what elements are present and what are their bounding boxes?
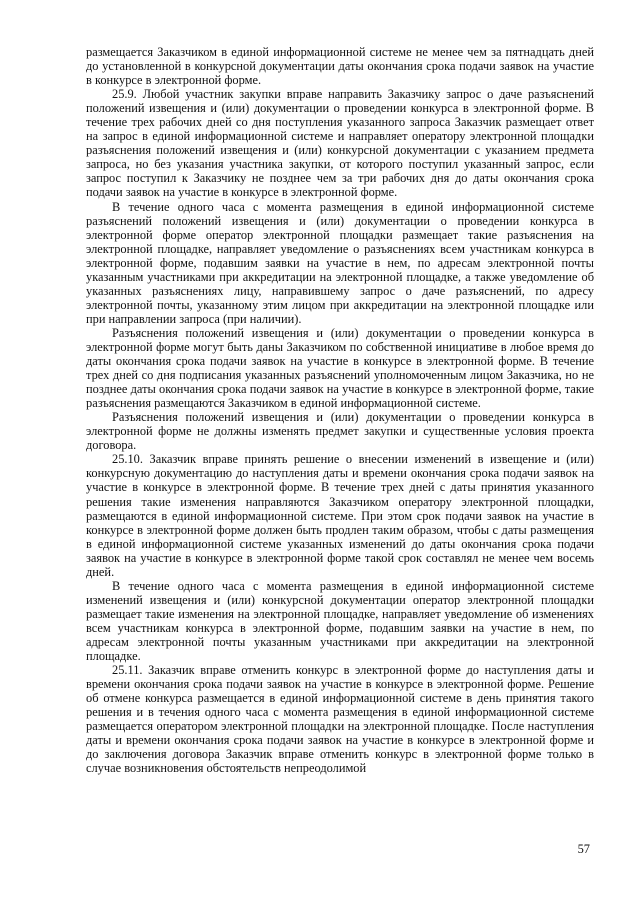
page-number: 57 [577, 842, 590, 856]
paragraph-clause-25-9: 25.9. Любой участник закупки вправе направить Заказчику запрос о даче разъяснений положений извещения и (или) документации о проведении конкурса в электронной форме. В течение трех рабочих дней со дня поступления указанного запроса Заказчик размещает ответ на запрос в единой информационной системе и направляет оператору электронной площадки разъяснения положений извещения и (или) конкурсной документации с указанием предмета запроса, но без указания участника закупки, от которого поступил указанный запрос, если запрос поступил к Заказчику не позднее чем за три рабочих дня до даты окончания срока подачи заявок на участие в конкурсе в электронной форме. [86, 87, 594, 200]
paragraph-clause-25-10: 25.10. Заказчик вправе принять решение о внесении изменений в извещение и (или) конкурсную документацию до наступления даты и времени окончания срока подачи заявок на участие в конкурсе в электронной форме. В течение трех дней с даты принятия указанного решения такие изменения направляются Заказчиком оператору электронной площадки, размещаются в единой информационной системе. При этом срок подачи заявок на участие в конкурсе в электронной форме должен быть продлен таким образом, чтобы с даты размещения в единой информационной системе указанных изменений до даты окончания срока подачи заявок на участие в конкурсе в электронной форме такой срок составлял не менее чем восемь дней. [86, 452, 594, 579]
paragraph-continuation: размещается Заказчиком в единой информационной системе не менее чем за пятнадцать дней до установленной в конкурсной документации даты окончания срока подачи заявок на участие в конкурсе в электронной форме. [86, 45, 594, 88]
paragraph-own-initiative-clarifications: Разъяснения положений извещения и (или) документации о проведении конкурса в электронной форме могут быть даны Заказчиком по собственной инициативе в любое время до даты окончания срока подачи заявок на участие в конкурсе в электронной форме. В течение трех дней со дня подписания указанных разъяснений уполномоченным лицом Заказчика, но не позднее даты окончания срока подачи заявок на участие в конкурсе в электронной форме, такие разъяснения размещаются Заказчиком в единой информационной системе. [86, 325, 594, 411]
paragraph-operator-clarifications: В течение одного часа с момента размещения в единой информационной системе разъяснений положений извещения и (или) документации о проведении конкурса в электронной форме оператор электронной площадки размещает такие разъяснения на электронной площадке, направляет уведомление о разъяснениях всем участникам конкурса в электронной форме, подавшим заявки на участие в нем, по адресам электронной почты указанным участниками при аккредитации на электронной площадке, а также уведомление об указанных разъяснениях лицу, направившему запрос о даче разъяснений, по адресу электронной почты, указанному этим лицом при аккредитации на электронной площадке или при направлении запроса (при наличии). [86, 199, 594, 326]
document-body [86, 45, 594, 775]
paragraph-operator-changes: В течение одного часа с момента размещения в единой информационной системе изменений извещения и (или) конкурсной документации оператор электронной площадки размещает такие изменения на электронной площадке, направляет уведомление об изменениях всем участникам конкурса в электронной форме, подавшим заявки на участие в нем, по адресам электронной почты указанным участниками при аккредитации на электронной площадке. [86, 578, 594, 664]
paragraph-clarifications-restriction: Разъяснения положений извещения и (или) документации о проведении конкурса в электронной форме не должны изменять предмет закупки и существенные условия проекта договора. [86, 410, 594, 453]
paragraph-clause-25-11: 25.11. Заказчик вправе отменить конкурс в электронной форме до наступления даты и времени окончания срока подачи заявок на участие в конкурсе в электронной форме. Решение об отмене конкурса размещается в единой информационной системе в день принятия такого решения и в течения одного часа с момента размещения в единой информационной системе размещается оператором электронной площадки на электронной площадке. После наступления даты и времени окончания срока подачи заявок на участие в конкурсе в электронной форме и до заключения договора Заказчик вправе отменить конкурс в электронной форме только в случае возникновения обстоятельств непреодолимой [86, 663, 594, 776]
